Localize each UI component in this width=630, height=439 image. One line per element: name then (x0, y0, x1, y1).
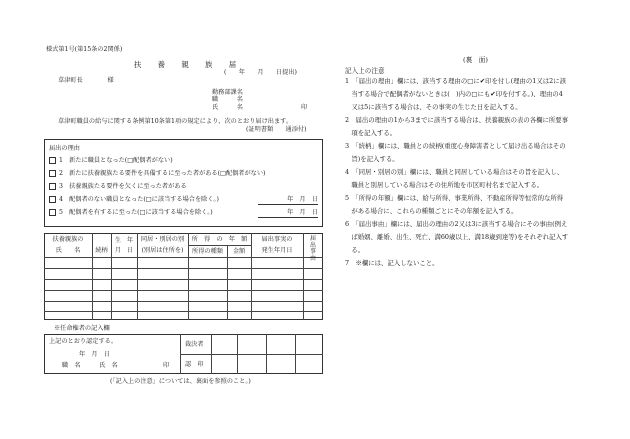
form-number: 様式第1号(第15条の2関係) (46, 46, 123, 53)
note-line: 項を記入する。 (345, 129, 397, 137)
name-label: 氏 名 (212, 104, 243, 111)
position-label: 職 名 (212, 96, 243, 103)
cert-seal-label: 認 印 (185, 361, 204, 368)
reason-5-date[interactable]: 年 月 日 (258, 209, 318, 218)
reason-item-4[interactable]: 4 配偶者のない職員となった(□に該当する場合を除く。) (49, 196, 219, 204)
note-line: る。 (345, 246, 365, 254)
note-line: 3 「続柄」欄には、職員との続柄(重度心身障害者として届け出る場合はその (345, 142, 566, 150)
header-reason: 届 出 事 由 (309, 235, 323, 262)
reason-item-2[interactable]: 2 新たに扶養親族たる要件を具備するに至った者がある(□配偶者がない) (49, 170, 265, 178)
reason-3-checkbox[interactable] (49, 183, 56, 190)
note-line: 旨)を記入する。 (345, 155, 399, 163)
reason-4-checkbox[interactable] (49, 196, 56, 203)
reason-4-date[interactable]: 年 月 日 (258, 196, 318, 205)
note-line: 4 「同居・別居の別」欄には、職員と同居している場合はその旨を記入し、 (345, 168, 564, 176)
reason-item-5[interactable]: 5 配偶者を有するに至った(□に該当する場合を除く。) (49, 209, 213, 217)
certify-seal: 印 (163, 362, 170, 369)
addressee: 草津町長 様 (58, 77, 114, 84)
attached-documents: (証明書類 通添付) (246, 126, 307, 133)
reasons-heading: 届出の理由 (49, 145, 80, 152)
affiliation-label: 勤務部課名 (212, 89, 243, 96)
header-occurrence: 届出事実の (261, 236, 293, 243)
statement: 草津町職員の給与に関する条例第10条第1項の規定により、次のとおり届け出ます。 (58, 118, 293, 125)
note-line: 6 「届出事由」欄には、届出の理由の2又は3に該当する場合にその事由(例え (345, 220, 568, 228)
header-income: 所 得 の 年 額 (191, 236, 248, 243)
note-line: ば婚姻、離婚、出生、死亡、満60歳以上、満18歳到達等)をそれぞれ記入す (345, 233, 569, 241)
note-line: 又は5に該当する場合は、その事実の生じた日を記入する。 (345, 103, 522, 111)
note-line: 5 「所得の年額」欄には、給与所得、事業所得、不動産所得等恒常的な所得 (345, 194, 564, 202)
form-title: 扶 養 親 族 届 (134, 60, 237, 69)
submission-date: ( 年 月 日提出) (224, 69, 297, 76)
footer-note: (「記入上の注意」については、裏面を参照のこと。) (110, 378, 251, 385)
header-amount: 金額 (232, 248, 246, 255)
reason-1-checkbox[interactable] (49, 157, 56, 164)
header-income-type: 所得の種類 (192, 248, 223, 255)
header-name: 氏 名 (55, 247, 81, 254)
header-birth: 生 年 月 日 (114, 237, 140, 254)
note-line: がある場合に、これらの種類ごとにその年額を記入する。 (345, 207, 518, 215)
back-side-label: (裏 面) (463, 56, 488, 64)
header-relation: 続柄 (95, 247, 108, 254)
reason-2-checkbox[interactable] (49, 170, 56, 177)
reason-5-checkbox[interactable] (49, 209, 56, 216)
header-cohabit-sub: (別居は住所を) (141, 247, 184, 254)
certify-title-name: 職 名 氏 名 (62, 362, 118, 369)
header-cohabit: 同居・別居の別 (140, 236, 185, 243)
note-line: 7 ※欄には、記入しないこと。 (345, 259, 439, 267)
note-line: 職員と別居している場合はその住所地を市区町村名まで記入する。 (345, 181, 544, 189)
note-line: 当する場合で配偶者がないときは( )内の□にも✔印を付する。)、理由の4 (345, 90, 563, 98)
reason-item-1[interactable]: 1 新たに職員となった(□配偶者がない) (49, 157, 173, 165)
applicant-seal: 印 (301, 104, 308, 111)
ruling-label: 裁決者 (185, 341, 204, 348)
reason-item-3[interactable]: 3 扶養親族たる要件を欠くに至った者がある (49, 183, 187, 191)
note-line: 2 届出の理由の1から3までに該当する場合は、扶養親族の表の各欄に所要事 (345, 116, 569, 124)
header-occurrence-sub: 発生年月日 (261, 247, 293, 254)
certify-date: 年 月 日 (79, 351, 110, 358)
appointer-note: ※任命権者の記入欄 (54, 325, 110, 332)
notes-heading: 記入上の注意 (345, 67, 385, 75)
certify-text: 上記のとおり認定する。 (49, 338, 118, 345)
note-line: 1 「届出の理由」欄には、該当する理由の□に✔印を付し(理由の1又は2に該 (345, 77, 566, 85)
header-dependent: 扶養親族の (52, 236, 84, 243)
